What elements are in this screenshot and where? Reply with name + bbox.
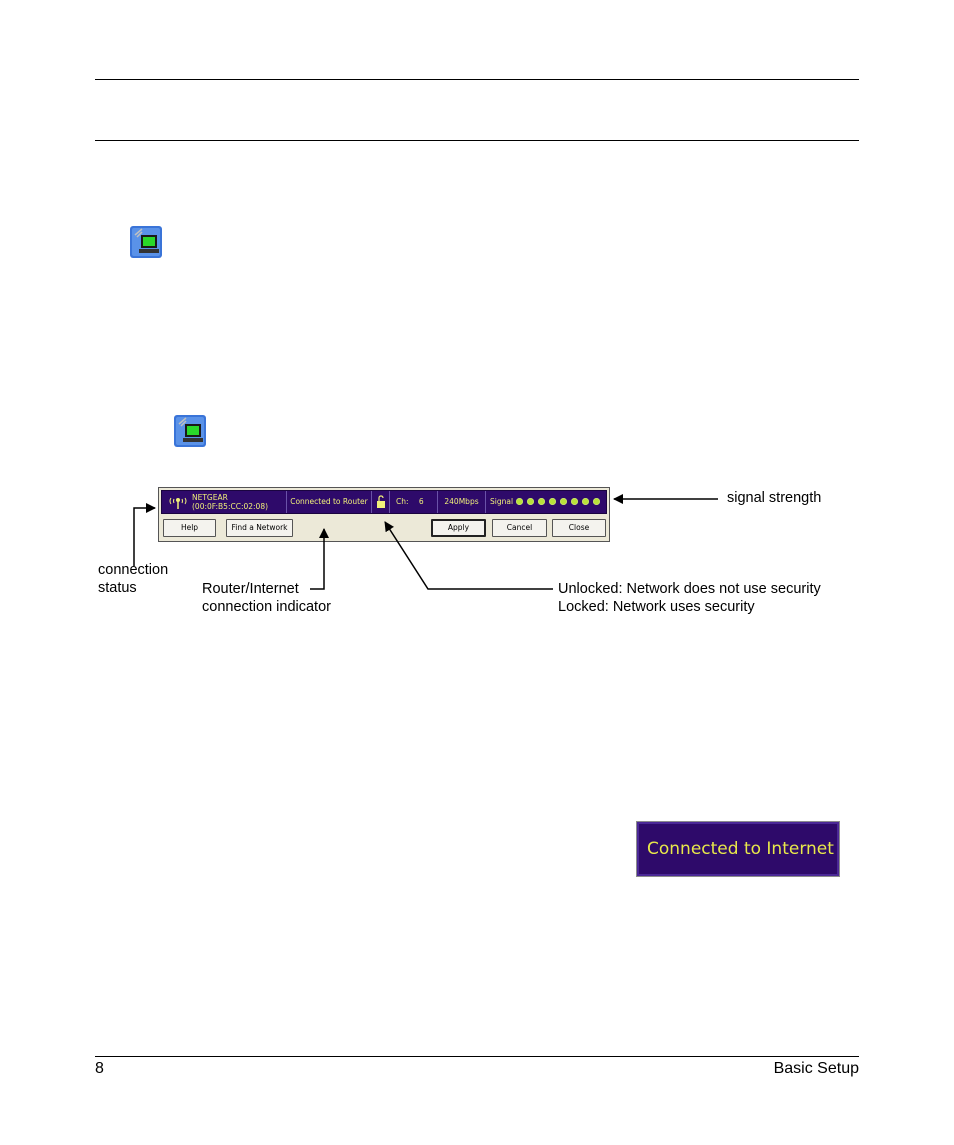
apply-button[interactable]: Apply bbox=[431, 519, 486, 537]
lock-arrow bbox=[385, 522, 553, 589]
connection-status-line2: status bbox=[98, 580, 137, 596]
mac-address: (00:0F:B5:CC:02:08) bbox=[192, 502, 269, 511]
connected-to-internet-badge: Connected to Internet bbox=[636, 821, 840, 877]
signal-label: Signal bbox=[490, 497, 514, 506]
connection-status-text: Connected to Router bbox=[290, 497, 368, 506]
footer-rule bbox=[95, 1056, 859, 1057]
signal-strength-label: signal strength bbox=[727, 490, 822, 506]
lock-line2: Locked: Network uses security bbox=[558, 599, 755, 615]
indicator-line1: Router/Internet bbox=[202, 581, 299, 597]
connection-status-line1: connection bbox=[98, 562, 169, 578]
indicator-line2: connection indicator bbox=[202, 599, 331, 615]
close-button[interactable]: Close bbox=[552, 519, 606, 537]
connection-status-arrow bbox=[134, 508, 155, 566]
speed-value: 240Mbps bbox=[444, 497, 479, 506]
help-button[interactable]: Help bbox=[163, 519, 216, 537]
network-name: NETGEAR bbox=[192, 493, 228, 502]
section-title: Basic Setup bbox=[773, 1060, 859, 1077]
lock-line1: Unlocked: Network does not use security bbox=[558, 581, 821, 597]
channel-value: 6 bbox=[418, 497, 424, 506]
cancel-button[interactable]: Cancel bbox=[492, 519, 547, 537]
indicator-label bbox=[202, 580, 331, 616]
channel-label: Ch: bbox=[396, 497, 409, 506]
lock-legend-label bbox=[558, 580, 821, 616]
find-network-button[interactable]: Find a Network bbox=[226, 519, 293, 537]
connection-status-label bbox=[98, 561, 168, 597]
page-number: 8 bbox=[95, 1060, 104, 1077]
